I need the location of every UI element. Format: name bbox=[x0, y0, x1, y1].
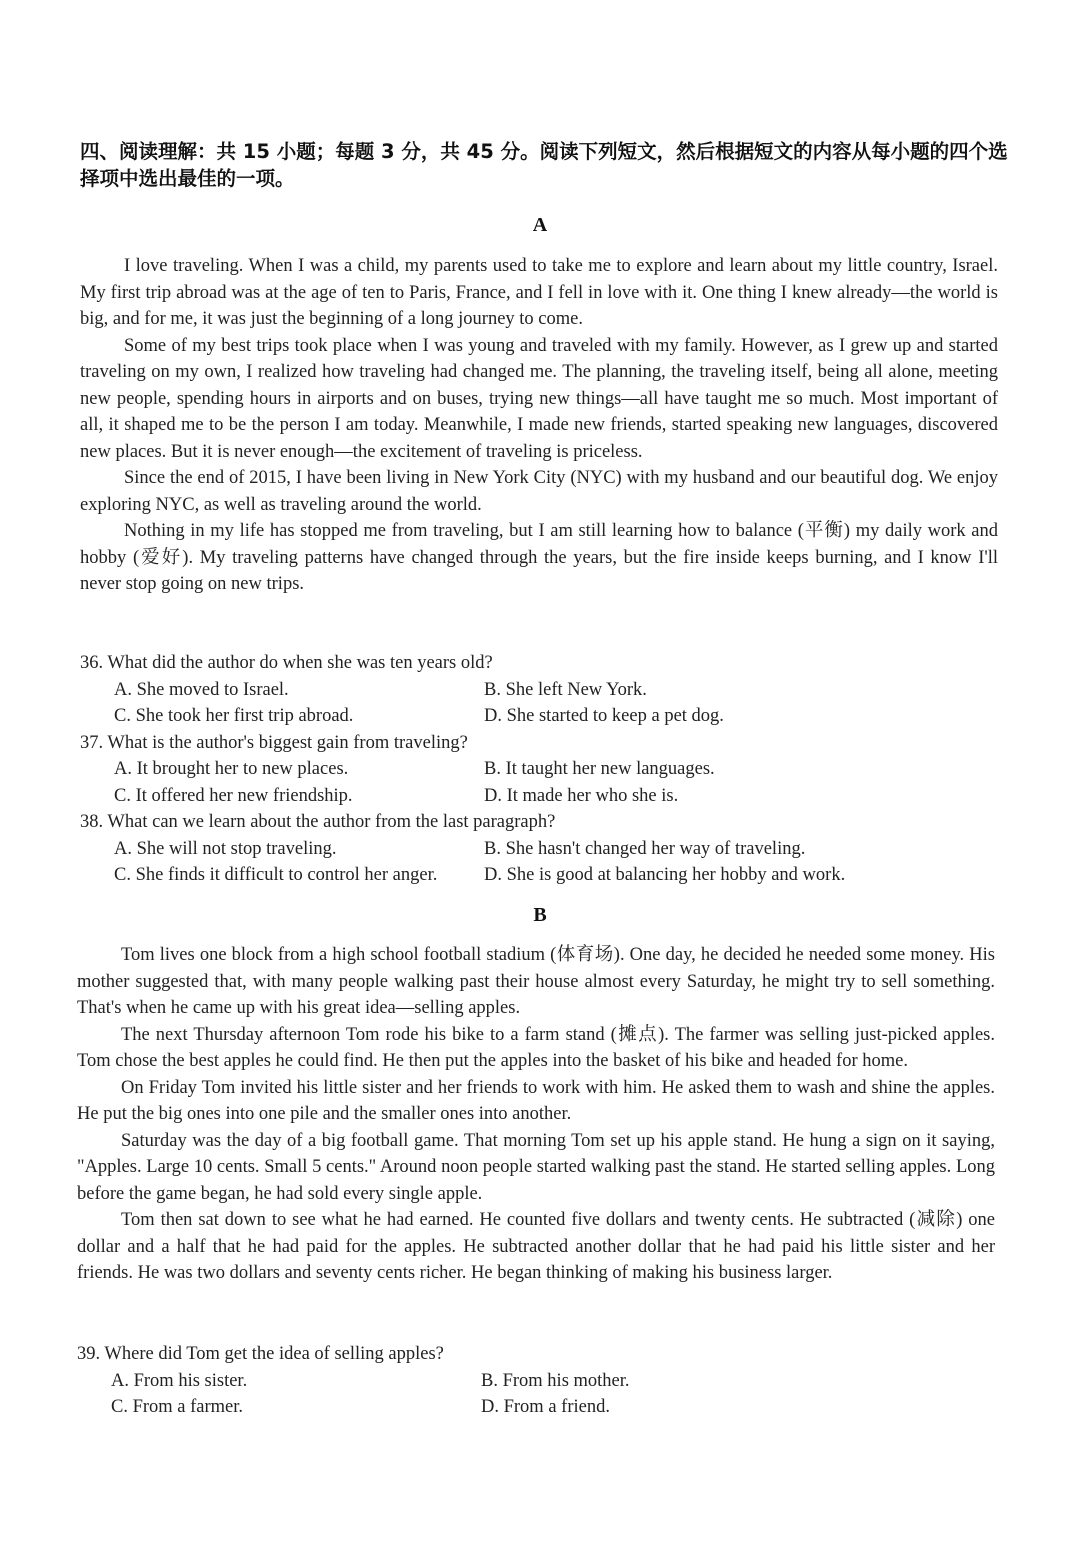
question-36-options-row-2 bbox=[80, 703, 1010, 730]
question-38-option-b[interactable]: B. She hasn't changed her way of traveling. bbox=[484, 838, 806, 859]
question-37-option-c[interactable]: C. It offered her new friendship. bbox=[114, 785, 353, 806]
question-37-options-row-2 bbox=[80, 783, 1010, 810]
passage-a bbox=[80, 253, 998, 598]
passage-a-paragraph-1: I love traveling. When I was a child, my parents used to take me to explore and learn about my little country, Israel. My first trip abroad was at the age of ten to Paris, France, and I fell in love with it. One thing I knew already—the world is big, and for me, it was just the beginning of a long journey to come. bbox=[80, 256, 998, 329]
passage-b-title: B bbox=[533, 904, 547, 926]
passage-b-paragraph-1: Tom lives one block from a high school football stadium (体育场). One day, he decided he needed some money. His mother suggested that, with many people walking past their house almost every Saturday, he might try to sell something. That's when he came up with his great idea—selling apples. bbox=[77, 945, 995, 1018]
question-38-option-c[interactable]: C. She finds it difficult to control her anger. bbox=[114, 865, 438, 885]
passage-b-questions bbox=[77, 1341, 1007, 1421]
question-38-option-a[interactable]: A. She will not stop traveling. bbox=[114, 838, 337, 859]
question-37-option-b[interactable]: B. It taught her new languages. bbox=[484, 759, 715, 779]
question-36-option-d[interactable]: D. She started to keep a pet dog. bbox=[484, 706, 724, 726]
question-36-option-c[interactable]: C. She took her first trip abroad. bbox=[114, 706, 354, 726]
passage-b-paragraph-2: The next Thursday afternoon Tom rode his bike to a farm stand (摊点). The farmer was selling just-picked apples. Tom chose the best apples he could find. He then put the apples into the basket of his bike and headed for home. bbox=[77, 1024, 995, 1071]
question-39-option-c[interactable]: C. From a farmer. bbox=[111, 1397, 244, 1417]
question-39-stem: 39. Where did Tom get the idea of selling apples? bbox=[77, 1344, 444, 1364]
question-38-options-row-2 bbox=[80, 862, 1010, 889]
question-36-options-row-1 bbox=[80, 677, 1010, 704]
question-38-stem: 38. What can we learn about the author from the last paragraph? bbox=[80, 812, 556, 832]
question-39-options-row-1 bbox=[77, 1368, 1007, 1395]
question-37-stem: 37. What is the author's biggest gain from traveling? bbox=[80, 732, 468, 753]
passage-a-paragraph-3: Since the end of 2015, I have been living in New York City (NYC) with my husband and our beautiful dog. We enjoy exploring NYC, as well as traveling around the world. bbox=[80, 468, 998, 515]
passage-b bbox=[77, 942, 995, 1287]
question-39-option-b[interactable]: B. From his mother. bbox=[481, 1370, 630, 1391]
question-37-option-a[interactable]: A. It brought her to new places. bbox=[114, 759, 349, 779]
question-39-options-row-2 bbox=[77, 1394, 1007, 1421]
passage-a-questions bbox=[80, 650, 1010, 889]
question-37-options-row-1 bbox=[80, 756, 1010, 783]
question-39-option-d[interactable]: D. From a friend. bbox=[481, 1397, 610, 1417]
question-38-options-row-1 bbox=[80, 836, 1010, 863]
question-36-stem: 36. What did the author do when she was ten years old? bbox=[80, 653, 493, 673]
section-instruction: 四、阅读理解：共 15 小题；每题 3 分，共 45 分。阅读下列短文，然后根据短文的内容从每小题的四个选择项中选出最佳的一项。 bbox=[80, 140, 1008, 190]
passage-b-paragraph-3: On Friday Tom invited his little sister and her friends to work with him. He asked them to wash and shine the apples. He put the big ones into one pile and the smaller ones into another. bbox=[77, 1077, 995, 1124]
question-36-option-a[interactable]: A. She moved to Israel. bbox=[114, 679, 289, 700]
question-36-option-b[interactable]: B. She left New York. bbox=[484, 679, 647, 700]
passage-a-paragraph-2: Some of my best trips took place when I was young and traveled with my family. However, as I grew up and started traveling on my own, I realized how traveling had changed me. The planning, the traveling itself, being all alone, meeting new people, spending hours in airports and on buses, trying new things—all have taught me so much. Most important of all, it shaped me to be the person I am today. Meanwhile, I made new friends, started speaking new languages, discovered new places. But it is never enough—the excitement of traveling is priceless. bbox=[80, 335, 998, 462]
passage-b-paragraph-5: Tom then sat down to see what he had earned. He counted five dollars and twenty cents. He subtracted (减除) one dollar and a half that he had paid for the apples. He subtracted another dollar that he had paid his little sister and her friends. He was two dollars and seventy cents richer. He began thinking of making his business larger. bbox=[77, 1210, 995, 1283]
passage-b-paragraph-4: Saturday was the day of a big football game. That morning Tom set up his apple stand. He hung a sign on it saying, "Apples. Large 10 cents. Small 5 cents." Around noon people started walking past the stand. He started selling apples. Long before the game began, he had sold every single apple. bbox=[77, 1130, 995, 1204]
passage-a-title: A bbox=[532, 214, 548, 236]
question-39-option-a[interactable]: A. From his sister. bbox=[111, 1370, 248, 1391]
passage-a-paragraph-4: Nothing in my life has stopped me from traveling, but I am still learning how to balance (平衡) my daily work and hobby (爱好). My traveling patterns have changed through the years, but the fire inside keeps burning, and I know I'll never stop going on new trips. bbox=[80, 521, 998, 594]
question-37-option-d[interactable]: D. It made her who she is. bbox=[484, 785, 679, 806]
question-38-option-d[interactable]: D. She is good at balancing her hobby and work. bbox=[484, 865, 846, 885]
